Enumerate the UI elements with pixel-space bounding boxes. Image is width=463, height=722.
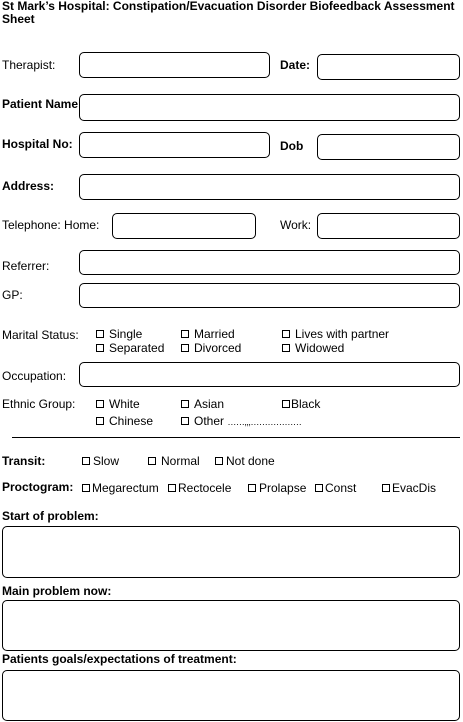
therapist-field[interactable] <box>79 52 270 78</box>
main-problem-label: Main problem now: <box>2 584 112 598</box>
marital-option-married[interactable]: Married <box>181 327 235 341</box>
gp-label: GP: <box>2 288 23 302</box>
ethnic-option-asian[interactable]: Asian <box>181 397 224 411</box>
checkbox-icon[interactable] <box>82 457 90 465</box>
patient-name-field[interactable] <box>79 94 460 121</box>
checkbox-icon[interactable] <box>96 344 104 352</box>
checkbox-icon[interactable] <box>181 330 189 338</box>
transit-label: Transit: <box>2 454 46 468</box>
occupation-field[interactable] <box>79 362 460 387</box>
checkbox-icon[interactable] <box>148 457 156 465</box>
transit-option-slow[interactable]: Slow <box>82 454 119 468</box>
patient-name-label: Patient Name <box>2 97 79 111</box>
address-field[interactable] <box>79 174 460 200</box>
telephone-home-field[interactable] <box>112 213 256 239</box>
date-field[interactable] <box>317 54 460 80</box>
dob-field[interactable] <box>317 134 460 160</box>
marital-status-label: Marital Status: <box>2 328 79 342</box>
marital-option-widowed[interactable]: Widowed <box>282 341 344 355</box>
checkbox-icon[interactable] <box>382 484 390 492</box>
transit-option-normal[interactable]: Normal <box>148 454 200 468</box>
section-divider <box>12 437 460 438</box>
transit-option-not-done[interactable]: Not done <box>215 454 275 468</box>
goals-field[interactable] <box>2 670 460 721</box>
proctogram-option-evacdis[interactable]: EvacDis <box>382 481 436 495</box>
start-of-problem-label: Start of problem: <box>2 509 99 523</box>
other-dotted-line[interactable]: ……,,,……………… <box>227 417 302 427</box>
address-label: Address: <box>2 179 55 193</box>
referrer-field[interactable] <box>79 250 460 275</box>
checkbox-icon[interactable] <box>181 417 189 425</box>
ethnic-option-chinese[interactable]: Chinese <box>96 414 153 428</box>
checkbox-icon[interactable] <box>215 457 223 465</box>
form-title: St Mark’s Hospital: Constipation/Evacuation Disorder Biofeedback Assessment Sheet <box>2 0 455 26</box>
checkbox-icon[interactable] <box>248 484 256 492</box>
marital-option-separated[interactable]: Separated <box>96 341 164 355</box>
checkbox-icon[interactable] <box>96 400 104 408</box>
checkbox-icon[interactable] <box>282 400 290 408</box>
occupation-label: Occupation: <box>2 369 67 383</box>
ethnic-option-white[interactable]: White <box>96 397 140 411</box>
work-field[interactable] <box>317 213 460 239</box>
gp-field[interactable] <box>79 283 460 308</box>
checkbox-icon[interactable] <box>96 417 104 425</box>
checkbox-icon[interactable] <box>282 330 290 338</box>
checkbox-icon[interactable] <box>168 484 176 492</box>
ethnic-option-other[interactable]: Other ……,,,……………… <box>181 414 301 429</box>
checkbox-icon[interactable] <box>82 484 90 492</box>
proctogram-option-megarectum[interactable]: Megarectum <box>82 481 159 495</box>
main-problem-field[interactable] <box>2 600 460 651</box>
telephone-home-label: Telephone: Home: <box>2 218 100 232</box>
referrer-label: Referrer: <box>2 259 50 273</box>
proctogram-label: Proctogram: <box>2 480 74 494</box>
marital-option-divorced[interactable]: Divorced <box>181 341 241 355</box>
start-of-problem-field[interactable] <box>2 526 460 578</box>
ethnic-option-black[interactable]: Black <box>282 397 320 411</box>
date-label: Date: <box>280 58 311 72</box>
checkbox-icon[interactable] <box>96 330 104 338</box>
marital-option-lives-with-partner[interactable]: Lives with partner <box>282 327 389 341</box>
proctogram-option-prolapse[interactable]: Prolapse <box>248 481 306 495</box>
dob-label: Dob <box>280 139 304 153</box>
checkbox-icon[interactable] <box>181 344 189 352</box>
marital-option-single[interactable]: Single <box>96 327 142 341</box>
therapist-label: Therapist: <box>2 58 56 72</box>
hospital-no-field[interactable] <box>79 132 270 158</box>
checkbox-icon[interactable] <box>315 484 323 492</box>
goals-label: Patients goals/expectations of treatment: <box>2 652 237 666</box>
checkbox-icon[interactable] <box>282 344 290 352</box>
checkbox-icon[interactable] <box>181 400 189 408</box>
work-label: Work: <box>280 218 312 232</box>
proctogram-option-const[interactable]: Const <box>315 481 356 495</box>
ethnic-group-label: Ethnic Group: <box>2 397 76 411</box>
proctogram-option-rectocele[interactable]: Rectocele <box>168 481 231 495</box>
hospital-no-label: Hospital No: <box>2 137 73 151</box>
